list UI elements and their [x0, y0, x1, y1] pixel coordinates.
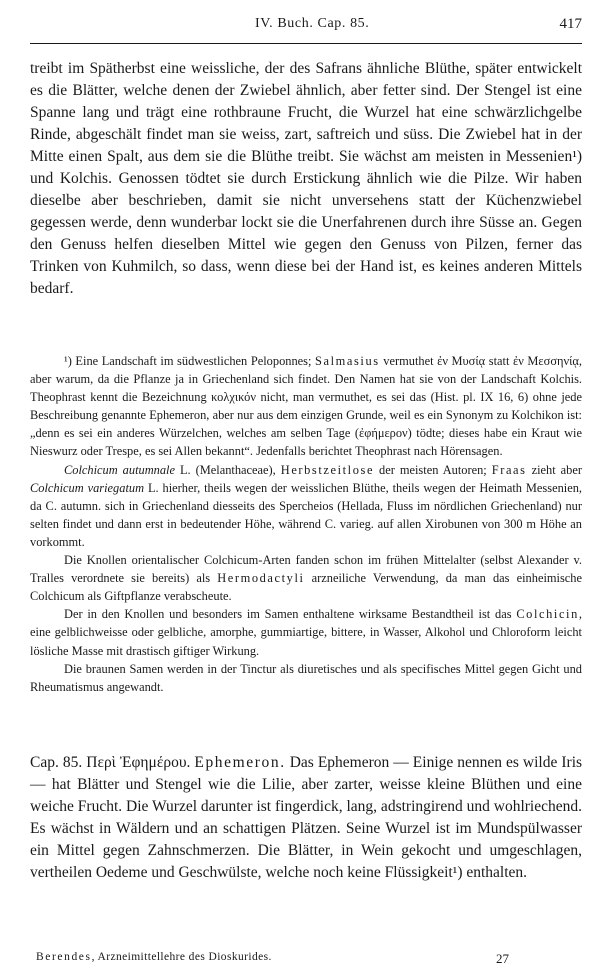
chapter-number: Cap. 85.: [30, 754, 83, 771]
header-rule: [30, 43, 582, 44]
footnote-4: [30, 605, 582, 659]
footnote-3-text-a: Die Knollen orientalischer Colchicum-Arten fanden schon im frühen Mittelalter (selbst Alexander v. Tralles verordnete sie bereits) als: [30, 553, 582, 586]
footnote-4-term: Colchicin: [516, 607, 579, 622]
page-footer: [30, 951, 582, 971]
footnote-2-text-d: der meisten Autoren;: [374, 462, 492, 477]
footnote-1-author: Salmasius: [315, 354, 380, 368]
footnote-4-text-a: Der in den Knollen und besonders im Samen enthaltene wirksame Bestandtheil ist das: [64, 607, 517, 622]
footnote-1: [30, 352, 582, 461]
footnote-2-author: Fraas: [491, 462, 527, 477]
page-number: 417: [559, 16, 582, 32]
footnote-2-species-1: Colchicum autumnale: [64, 462, 175, 477]
chapter-greek-title: Περὶ Ἐφημέρου.: [86, 754, 191, 771]
footnote-2: [30, 461, 582, 551]
footnote-4-text-c: , eine gelblichweisse oder gelbliche, amorphe, gummiartige, bittere, in Wasser, Alkohol und Chloroform leicht lösliche Masse mit drastisch giftiger Wirkung.: [30, 607, 582, 658]
chapter-text: Das Ephemeron — Einige nennen es wilde Iris — hat Blätter und Stengel wie die Lilie, aber zarter, weisse kleine Blüthen und eine weiche Frucht. Die Wurzel darunter ist fingerdick, lang, adstringirend und wohlriechend. Es wächst in Wäldern und an schattigen Plätzen. Seine Wurzel ist im Mundspülwasser ein Mittel gegen Zahnschmerzen. Die Blätter, in Wein gekocht und umgeschlagen, vertheilen Oedeme und Geschwülste, welche noch keine Flüssigkeit¹) enthalten.: [30, 754, 583, 881]
footnotes: [30, 352, 582, 696]
signature-mark: 27: [496, 951, 509, 966]
footnote-1-text-c: vermuthet ἐν Μυσίᾳ statt ἐν Μεσσηνίᾳ, aber warum, da die Pflanze ja in Griechenland sich findet. Den Namen hat sie von der Landschaft Kolchis. Theophrast kennt die Bezeichnung κολχικόν nicht, man vermuthet, es sei das (Hist. pl. IX 16, 6) ohne jede Beschreibung genannte Ephemeron, aber nur aus dem einzigen Grunde, weil es ein Synonym zu Kolchikon ist: „denn es sei ein anderes Würzelchen, welches am selben Tage (ἐφήμερον) tödte; dieses habe ein Kraut wie Nieswurz oder Trespe, es sei Allen bekannt“. Jedenfalls berichtet Theophrast nach Hörensagen.: [30, 354, 583, 459]
running-head: IV. Buch. Cap. 85.: [255, 16, 370, 31]
footnote-3: [30, 551, 582, 605]
footnote-1-text-a: ¹) Eine Landschaft im südwestlichen Peloponnes;: [64, 354, 316, 368]
footnote-5: Die braunen Samen werden in der Tinctur als diuretisches und als specifisches Mittel gegen Gicht und Rheumatismus angewandt.: [30, 661, 582, 694]
footer-citation: [36, 951, 272, 963]
chapter-paragraph: [30, 752, 582, 884]
footnote-3-text-c: arzneiliche Verwendung, da man das einheimische Colchicum als Giftpflanze verabscheute.: [30, 571, 582, 604]
footnote-2-text-f: zieht aber: [526, 462, 582, 477]
chapter-title: Ephemeron.: [194, 754, 286, 771]
footnote-2-common-name: Herbstzeitlose: [280, 462, 375, 477]
footnote-3-term: Hermodactyli: [217, 571, 305, 586]
footnote-2-text-h: L. hierher, theils wegen der weisslichen Blüthe, theils wegen der Heimath Messenien, da C. autumn. sich in Griechenland diesseits des Spercheios (Hellada, Fluss im nördlichen Griechenland) nur selten findet und dann erst in bedeutender Höhe, während C. varieg. auf allen Xirobunen von 300 m Höhe an vorkommt.: [30, 480, 582, 549]
footer-book-title: , Arzneimittellehre des Dioskurides.: [91, 951, 272, 963]
page-header: [30, 16, 582, 40]
footer-author: Berendes: [36, 951, 92, 963]
footnote-2-text-b: L. (Melanthaceae),: [174, 462, 281, 477]
main-paragraph: treibt im Spätherbst eine weissliche, der des Safrans ähnliche Blüthe, später entwickelt es die Blätter, welche denen der Zwiebel ähnlich, aber fetter sind. Der Stengel ist eine Spanne lang und trägt eine rothbraune Frucht, die Wurzel hat eine schwärzlichgelbe Rinde, abgeschält findet man sie weiss, zart, saftreich und süss. Die Zwiebel hat in der Mitte einen Spalt, aus dem sie die Blüthe treibt. Sie wächst am meisten in Messenien¹) und Kolchis. Genossen tödtet sie durch Erstickung ähnlich wie die Pilze. Wir haben dieselbe aber beschrieben, damit sie nicht unversehens statt der Küchenzwiebel gegessen werde, denn wunderbar lockt sie die Unerfahrenen durch ihre Süsse an. Gegen den Genuss helfen dieselben Mittel wie gegen den Genuss von Pilzen, ferner das Trinken von Kuhmilch, so dass, wenn diese bei der Hand ist, es keines anderen Mittels bedarf.: [30, 60, 582, 297]
footnote-2-species-2: Colchicum variegatum: [30, 480, 145, 495]
